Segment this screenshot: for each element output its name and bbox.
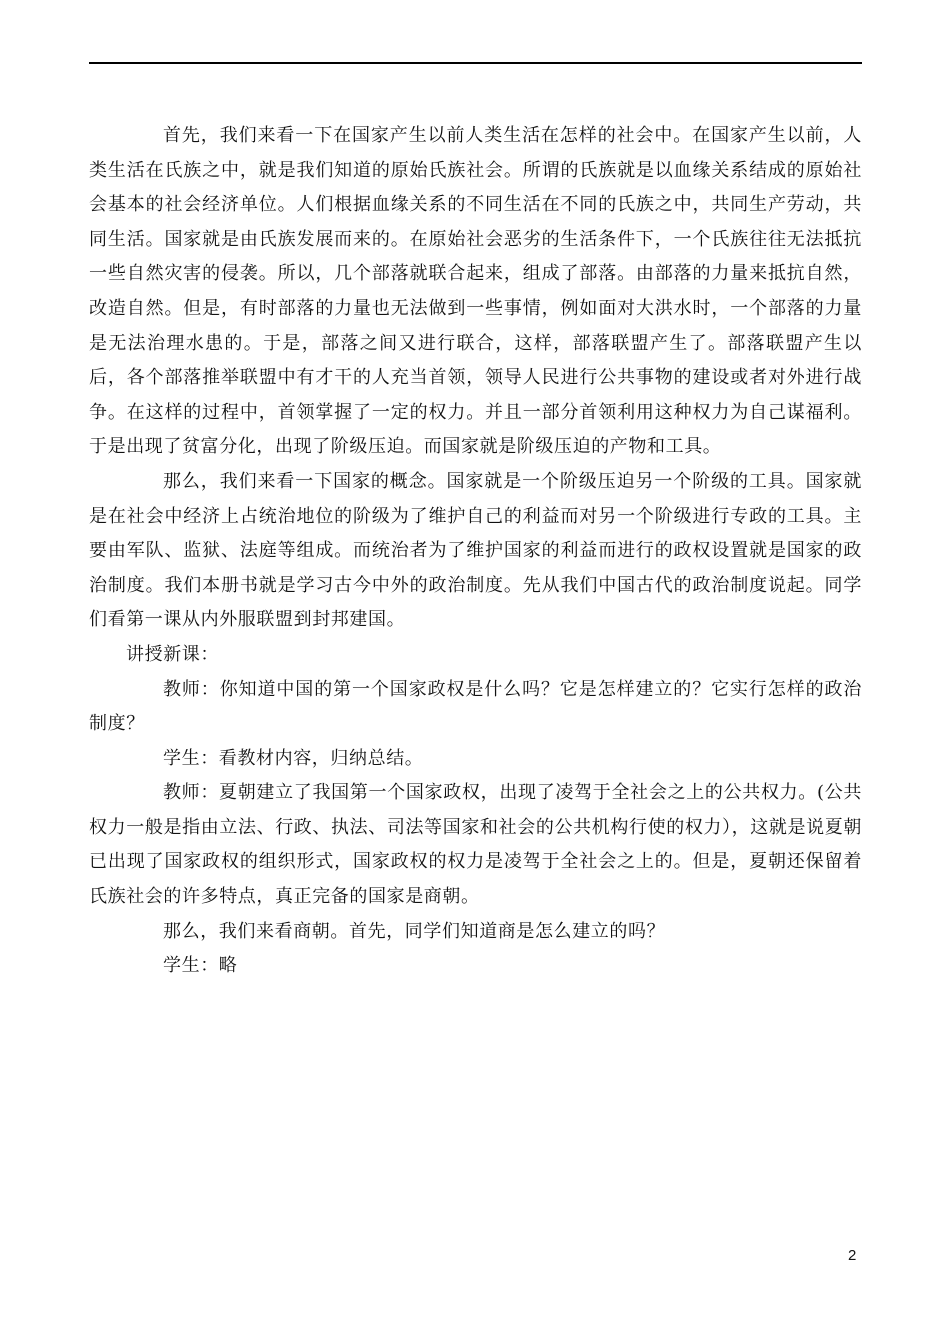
paragraph-state-concept: 那么，我们来看一下国家的概念。国家就是一个阶级压迫另一个阶级的工具。国家就是在社会中经济上占统治地位的阶级为了维护自己的利益而对另一个阶级进行专政的工具。主要由军队、监狱、法庭等组成。而统治者为了维护国家的利益而进行的政权设置就是国家的政治制度。我们本册书就是学习古今中外的政治制度。先从我们中国古代的政治制度说起。同学们看第一课从内外服联盟到封邦建国。 xyxy=(89,470,862,631)
header-rule xyxy=(89,62,862,64)
page-number: 2 xyxy=(848,1247,857,1264)
paragraph-teacher-xia-dynasty: 教师：夏朝建立了我国第一个国家政权，出现了凌驾于全社会之上的公共权力。(公共权力一般是指由立法、行政、执法、司法等国家和社会的公共机构行使的权力），这就是说夏朝已出现了国家政权的组织形式，国家政权的权力是凌驾于全社会之上的。但是，夏朝还保留着氏族社会的许多特点，真正完备的国家是商朝。 xyxy=(89,782,862,908)
paragraph-student-response: 学生：看教材内容，归纳总结。 xyxy=(163,747,424,769)
paragraph-student-omitted: 学生：略 xyxy=(163,955,238,977)
paragraph-origin-of-state: 首先，我们来看一下在国家产生以前人类生活在怎样的社会中。在国家产生以前，人类生活在氏族之中，就是我们知道的原始氏族社会。所谓的氏族就是以血缘关系结成的原始社会基本的社会经济单位。人们根据血缘关系的不同生活在不同的氏族之中，共同生产劳动，共同生活。国家就是由氏族发展而来的。在原始社会恶劣的生活条件下，一个氏族往往无法抵抗一些自然灾害的侵袭。所以，几个部落就联合起来，组成了部落。由部落的力量来抵抗自然，改造自然。但是，有时部落的力量也无法做到一些事情，例如面对大洪水时，一个部落的力量是无法治理水患的。于是，部落之间又进行联合，这样，部落联盟产生了。部落联盟产生以后，各个部落推举联盟中有才干的人充当首领，领导人民进行公共事物的建设或者对外进行战争。在这样的过程中，首领掌握了一定的权力。并且一部分首领利用这种权力为自己谋福利。于是出现了贫富分化，出现了阶级压迫。而国家就是阶级压迫的产物和工具。 xyxy=(89,125,862,458)
paragraph-shang-dynasty-question: 那么，我们来看商朝。首先，同学们知道商是怎么建立的吗？ xyxy=(163,920,666,942)
section-heading-new-lesson: 讲授新课： xyxy=(126,643,219,665)
paragraph-teacher-question: 教师：你知道中国的第一个国家政权是什么吗？它是怎样建立的？它实行怎样的政治制度？ xyxy=(89,678,862,735)
document-body xyxy=(89,119,862,984)
